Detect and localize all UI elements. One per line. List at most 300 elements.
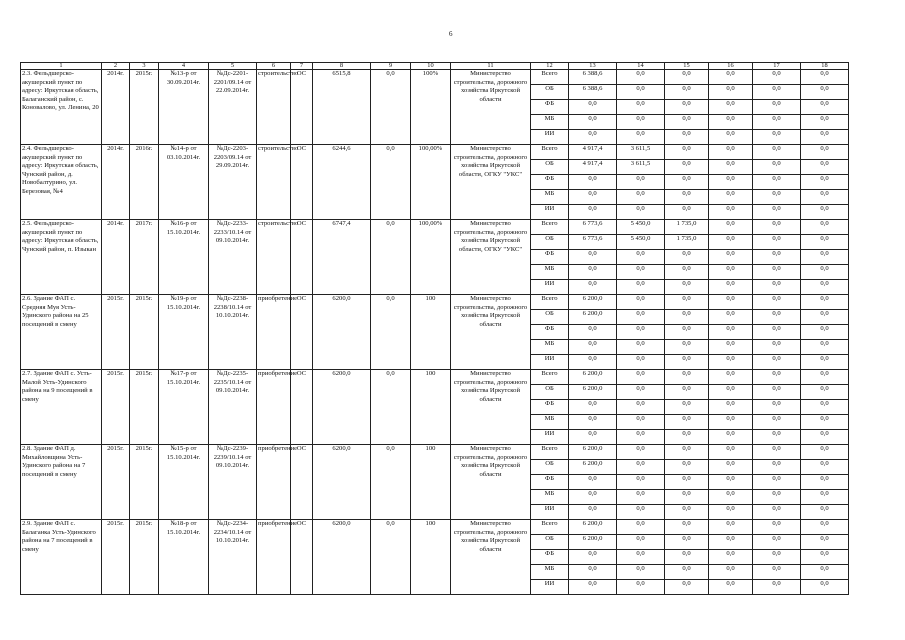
amount-cell: 0,0 xyxy=(801,565,849,580)
amount-cell: 0,0 xyxy=(665,145,709,160)
amount-cell: 0,0 xyxy=(617,430,665,445)
amount-cell: 0,0 xyxy=(665,280,709,295)
amount-cell: 0,0 xyxy=(709,355,753,370)
funding-source-cell: ФБ xyxy=(531,250,569,265)
amount-cell: 0,0 xyxy=(753,415,801,430)
amount-cell: 0,0 xyxy=(753,310,801,325)
amount-cell: 0,0 xyxy=(709,445,753,460)
amount-cell: 0,0 xyxy=(801,445,849,460)
amount-cell: 0,0 xyxy=(665,115,709,130)
agreement-cell: №Дс-2238-2238/10.14 от 10.10.2014г. xyxy=(209,295,257,370)
amount-cell: 0,0 xyxy=(665,310,709,325)
amount-cell: 0,0 xyxy=(709,340,753,355)
amount-cell: 0,0 xyxy=(801,490,849,505)
amount-cell: 0,0 xyxy=(665,175,709,190)
amount-cell: 0,0 xyxy=(617,130,665,145)
end-year-cell: 2017г. xyxy=(130,220,159,295)
end-year-cell: 2015г. xyxy=(130,520,159,595)
amount-cell: 0,0 xyxy=(801,415,849,430)
amount-cell: 6 773,6 xyxy=(569,235,617,250)
amount-cell: 0,0 xyxy=(665,580,709,595)
amount-cell: 6 200,0 xyxy=(569,460,617,475)
amount-cell: 0,0 xyxy=(665,340,709,355)
amount-cell: 0,0 xyxy=(753,355,801,370)
funding-source-cell: ФБ xyxy=(531,475,569,490)
amount-cell: 6 773,6 xyxy=(569,220,617,235)
agreement-cell: №Дс-2235-2235/10.14 от 09.10.2014г. xyxy=(209,370,257,445)
amount-cell: 0,0 xyxy=(569,130,617,145)
amount-cell: 0,0 xyxy=(801,115,849,130)
amount-cell: 0,0 xyxy=(665,250,709,265)
amount-cell: 0,0 xyxy=(753,460,801,475)
value-cell: 0,0 xyxy=(371,145,411,220)
amount-cell: 0,0 xyxy=(617,370,665,385)
amount-cell: 0,0 xyxy=(709,175,753,190)
amount-cell: 0,0 xyxy=(801,505,849,520)
funding-source-cell: МБ xyxy=(531,415,569,430)
column-number: 6 xyxy=(257,63,291,70)
amount-cell: 0,0 xyxy=(617,565,665,580)
readiness-cell: 100,00% xyxy=(411,220,451,295)
funding-source-cell: ОБ xyxy=(531,385,569,400)
amount-cell: 0,0 xyxy=(665,415,709,430)
funding-source-cell: ФБ xyxy=(531,550,569,565)
amount-cell: 0,0 xyxy=(709,265,753,280)
amount-cell: 6 200,0 xyxy=(569,385,617,400)
readiness-cell: 100,00% xyxy=(411,145,451,220)
amount-cell: 0,0 xyxy=(753,400,801,415)
amount-cell: 0,0 xyxy=(569,100,617,115)
amount-cell: 0,0 xyxy=(617,340,665,355)
start-year-cell: 2014г. xyxy=(102,145,130,220)
amount-cell: 0,0 xyxy=(617,265,665,280)
amount-cell: 0,0 xyxy=(665,535,709,550)
amount-cell: 0,0 xyxy=(617,190,665,205)
amount-cell: 0,0 xyxy=(709,370,753,385)
amount-cell: 0,0 xyxy=(709,325,753,340)
amount-cell: 0,0 xyxy=(709,250,753,265)
amount-cell: 6 200,0 xyxy=(569,520,617,535)
amount-cell: 0,0 xyxy=(617,295,665,310)
amount-cell: 6 200,0 xyxy=(569,310,617,325)
work-type-cell: приобретение xyxy=(257,520,291,595)
amount-cell: 6 388,6 xyxy=(569,70,617,85)
amount-cell: 0,0 xyxy=(753,325,801,340)
column-number: 9 xyxy=(371,63,411,70)
end-year-cell: 2015г. xyxy=(130,295,159,370)
amount-cell: 0,0 xyxy=(665,370,709,385)
amount-cell: 0,0 xyxy=(753,85,801,100)
amount-cell: 0,0 xyxy=(617,580,665,595)
responsible-cell: Министерство строительства, дорожного хозяйства Иркутской области xyxy=(451,370,531,445)
amount-cell: 0,0 xyxy=(753,490,801,505)
amount-cell: 0,0 xyxy=(753,475,801,490)
amount-cell: 0,0 xyxy=(665,100,709,115)
type-cell: ОС xyxy=(291,295,313,370)
cost-cell: 6200,0 xyxy=(313,295,371,370)
amount-cell: 0,0 xyxy=(569,400,617,415)
table-row xyxy=(21,70,849,85)
agreement-cell: №Дс-2201-2201/09.14 от 22.09.2014г. xyxy=(209,70,257,145)
amount-cell: 0,0 xyxy=(753,160,801,175)
amount-cell: 0,0 xyxy=(753,535,801,550)
amount-cell: 0,0 xyxy=(801,280,849,295)
table-row xyxy=(21,520,849,535)
column-number-row xyxy=(21,63,849,70)
order-cell: №18-р от 15.10.2014г. xyxy=(159,520,209,595)
amount-cell: 0,0 xyxy=(569,430,617,445)
readiness-cell: 100 xyxy=(411,370,451,445)
amount-cell: 0,0 xyxy=(801,235,849,250)
page-number: 6 xyxy=(449,30,453,38)
amount-cell: 0,0 xyxy=(709,430,753,445)
funding-source-cell: ИИ xyxy=(531,580,569,595)
funding-source-cell: ИИ xyxy=(531,280,569,295)
funding-source-cell: ФБ xyxy=(531,325,569,340)
amount-cell: 0,0 xyxy=(801,340,849,355)
cost-cell: 6200,0 xyxy=(313,520,371,595)
amount-cell: 0,0 xyxy=(617,115,665,130)
order-cell: №14-р от 03.10.2014г. xyxy=(159,145,209,220)
amount-cell: 1 735,0 xyxy=(665,220,709,235)
agreement-cell: №Дс-2203-2203/09.14 от 29.09.2014г. xyxy=(209,145,257,220)
funding-source-cell: ОБ xyxy=(531,310,569,325)
responsible-cell: Министерство строительства, дорожного хозяйства Иркутской области, ОГКУ "УКС" xyxy=(451,220,531,295)
funding-source-cell: Всего xyxy=(531,70,569,85)
funding-source-cell: ОБ xyxy=(531,85,569,100)
type-cell: ОС xyxy=(291,445,313,520)
column-number: 11 xyxy=(451,63,531,70)
amount-cell: 0,0 xyxy=(801,580,849,595)
order-cell: №15-р от 15.10.2014г. xyxy=(159,445,209,520)
table-row xyxy=(21,220,849,235)
work-type-cell: строительство xyxy=(257,220,291,295)
funding-source-cell: Всего xyxy=(531,445,569,460)
funding-source-cell: ОБ xyxy=(531,160,569,175)
amount-cell: 0,0 xyxy=(801,430,849,445)
amount-cell: 0,0 xyxy=(753,580,801,595)
amount-cell: 0,0 xyxy=(665,550,709,565)
type-cell: ОС xyxy=(291,70,313,145)
amount-cell: 0,0 xyxy=(569,205,617,220)
table-row xyxy=(21,370,849,385)
amount-cell: 0,0 xyxy=(569,355,617,370)
amount-cell: 6 200,0 xyxy=(569,370,617,385)
amount-cell: 0,0 xyxy=(753,190,801,205)
amount-cell: 0,0 xyxy=(569,565,617,580)
end-year-cell: 2015г. xyxy=(130,370,159,445)
data-table xyxy=(20,62,849,595)
order-cell: №13-р от 30.09.2014г. xyxy=(159,70,209,145)
amount-cell: 6 200,0 xyxy=(569,445,617,460)
amount-cell: 0,0 xyxy=(801,100,849,115)
amount-cell: 0,0 xyxy=(753,565,801,580)
funding-source-cell: ОБ xyxy=(531,235,569,250)
start-year-cell: 2015г. xyxy=(102,520,130,595)
amount-cell: 0,0 xyxy=(709,130,753,145)
amount-cell: 0,0 xyxy=(617,175,665,190)
value-cell: 0,0 xyxy=(371,295,411,370)
cost-cell: 6200,0 xyxy=(313,445,371,520)
funding-source-cell: ФБ xyxy=(531,175,569,190)
amount-cell: 0,0 xyxy=(569,475,617,490)
amount-cell: 0,0 xyxy=(801,325,849,340)
funding-source-cell: ФБ xyxy=(531,400,569,415)
amount-cell: 0,0 xyxy=(753,505,801,520)
order-cell: №19-р от 15.10.2014г. xyxy=(159,295,209,370)
amount-cell: 0,0 xyxy=(617,280,665,295)
amount-cell: 5 450,0 xyxy=(617,235,665,250)
amount-cell: 5 450,0 xyxy=(617,220,665,235)
amount-cell: 0,0 xyxy=(569,175,617,190)
amount-cell: 0,0 xyxy=(665,85,709,100)
agreement-cell: №Дс-2239-2239/10.14 от 09.10.2014г. xyxy=(209,445,257,520)
funding-source-cell: МБ xyxy=(531,490,569,505)
funding-source-cell: Всего xyxy=(531,145,569,160)
order-cell: №16-р от 15.10.2014г. xyxy=(159,220,209,295)
amount-cell: 0,0 xyxy=(617,85,665,100)
column-number: 17 xyxy=(753,63,801,70)
amount-cell: 0,0 xyxy=(753,205,801,220)
funding-source-cell: ОБ xyxy=(531,460,569,475)
amount-cell: 0,0 xyxy=(709,145,753,160)
cost-cell: 6244,6 xyxy=(313,145,371,220)
amount-cell: 0,0 xyxy=(801,520,849,535)
amount-cell: 0,0 xyxy=(617,325,665,340)
start-year-cell: 2015г. xyxy=(102,445,130,520)
amount-cell: 0,0 xyxy=(665,325,709,340)
amount-cell: 0,0 xyxy=(801,310,849,325)
amount-cell: 0,0 xyxy=(709,100,753,115)
amount-cell: 0,0 xyxy=(753,385,801,400)
value-cell: 0,0 xyxy=(371,70,411,145)
funding-source-cell: ИИ xyxy=(531,505,569,520)
funding-source-cell: ИИ xyxy=(531,430,569,445)
amount-cell: 0,0 xyxy=(665,205,709,220)
amount-cell: 4 917,4 xyxy=(569,145,617,160)
amount-cell: 0,0 xyxy=(569,550,617,565)
amount-cell: 0,0 xyxy=(617,355,665,370)
column-number: 16 xyxy=(709,63,753,70)
type-cell: ОС xyxy=(291,370,313,445)
amount-cell: 0,0 xyxy=(801,475,849,490)
amount-cell: 0,0 xyxy=(709,415,753,430)
amount-cell: 0,0 xyxy=(709,460,753,475)
amount-cell: 0,0 xyxy=(753,70,801,85)
column-number: 5 xyxy=(209,63,257,70)
object-description-cell: 2.6. Здание ФАП с. Средняя Муя Усть-Удинского района на 25 посещений в смену xyxy=(21,295,102,370)
amount-cell: 0,0 xyxy=(569,190,617,205)
amount-cell: 0,0 xyxy=(665,265,709,280)
amount-cell: 0,0 xyxy=(801,220,849,235)
amount-cell: 0,0 xyxy=(569,340,617,355)
readiness-cell: 100% xyxy=(411,70,451,145)
cost-cell: 6747,4 xyxy=(313,220,371,295)
value-cell: 0,0 xyxy=(371,445,411,520)
work-type-cell: приобретение xyxy=(257,445,291,520)
amount-cell: 0,0 xyxy=(709,400,753,415)
value-cell: 0,0 xyxy=(371,370,411,445)
amount-cell: 0,0 xyxy=(569,280,617,295)
amount-cell: 0,0 xyxy=(617,550,665,565)
amount-cell: 0,0 xyxy=(801,355,849,370)
funding-source-cell: Всего xyxy=(531,220,569,235)
funding-source-cell: МБ xyxy=(531,190,569,205)
responsible-cell: Министерство строительства, дорожного хозяйства Иркутской области xyxy=(451,445,531,520)
cost-cell: 6515,8 xyxy=(313,70,371,145)
amount-cell: 0,0 xyxy=(801,250,849,265)
amount-cell: 0,0 xyxy=(709,565,753,580)
amount-cell: 0,0 xyxy=(753,220,801,235)
end-year-cell: 2016г. xyxy=(130,145,159,220)
amount-cell: 0,0 xyxy=(617,70,665,85)
column-number: 10 xyxy=(411,63,451,70)
amount-cell: 0,0 xyxy=(801,190,849,205)
amount-cell: 0,0 xyxy=(801,295,849,310)
amount-cell: 0,0 xyxy=(617,205,665,220)
responsible-cell: Министерство строительства, дорожного хозяйства Иркутской области xyxy=(451,520,531,595)
amount-cell: 6 388,6 xyxy=(569,85,617,100)
amount-cell: 0,0 xyxy=(665,430,709,445)
column-number: 12 xyxy=(531,63,569,70)
amount-cell: 0,0 xyxy=(801,370,849,385)
amount-cell: 0,0 xyxy=(617,490,665,505)
column-number: 2 xyxy=(102,63,130,70)
amount-cell: 0,0 xyxy=(709,475,753,490)
column-number: 3 xyxy=(130,63,159,70)
amount-cell: 0,0 xyxy=(569,325,617,340)
readiness-cell: 100 xyxy=(411,445,451,520)
amount-cell: 0,0 xyxy=(569,415,617,430)
type-cell: ОС xyxy=(291,220,313,295)
amount-cell: 0,0 xyxy=(709,310,753,325)
end-year-cell: 2015г. xyxy=(130,70,159,145)
amount-cell: 0,0 xyxy=(665,385,709,400)
amount-cell: 0,0 xyxy=(617,445,665,460)
funding-source-cell: МБ xyxy=(531,340,569,355)
amount-cell: 0,0 xyxy=(753,235,801,250)
funding-source-cell: ФБ xyxy=(531,100,569,115)
amount-cell: 0,0 xyxy=(709,220,753,235)
responsible-cell: Министерство строительства, дорожного хозяйства Иркутской области xyxy=(451,70,531,145)
amount-cell: 0,0 xyxy=(569,580,617,595)
amount-cell: 0,0 xyxy=(753,175,801,190)
amount-cell: 0,0 xyxy=(801,145,849,160)
funding-source-cell: МБ xyxy=(531,115,569,130)
amount-cell: 0,0 xyxy=(709,115,753,130)
amount-cell: 0,0 xyxy=(753,295,801,310)
amount-cell: 0,0 xyxy=(801,70,849,85)
amount-cell: 0,0 xyxy=(753,115,801,130)
column-number: 14 xyxy=(617,63,665,70)
funding-source-cell: Всего xyxy=(531,295,569,310)
amount-cell: 0,0 xyxy=(617,475,665,490)
amount-cell: 0,0 xyxy=(617,400,665,415)
amount-cell: 0,0 xyxy=(753,100,801,115)
amount-cell: 0,0 xyxy=(709,520,753,535)
amount-cell: 0,0 xyxy=(665,355,709,370)
cost-cell: 6200,0 xyxy=(313,370,371,445)
amount-cell: 0,0 xyxy=(709,160,753,175)
amount-cell: 0,0 xyxy=(753,145,801,160)
value-cell: 0,0 xyxy=(371,220,411,295)
amount-cell: 0,0 xyxy=(801,385,849,400)
amount-cell: 0,0 xyxy=(801,460,849,475)
funding-source-cell: МБ xyxy=(531,565,569,580)
start-year-cell: 2015г. xyxy=(102,370,130,445)
amount-cell: 0,0 xyxy=(709,535,753,550)
amount-cell: 0,0 xyxy=(753,445,801,460)
readiness-cell: 100 xyxy=(411,520,451,595)
order-cell: №17-р от 15.10.2014г. xyxy=(159,370,209,445)
table-row xyxy=(21,145,849,160)
agreement-cell: №Дс-2233-2233/10.14 от 09.10.2014г. xyxy=(209,220,257,295)
funding-source-cell: ИИ xyxy=(531,130,569,145)
amount-cell: 0,0 xyxy=(617,385,665,400)
object-description-cell: 2.4. Фельдшерско-акушерский пункт по адресу: Иркутская область, Чунский район, д. Новобалтурино, ул. Березовая, №4 xyxy=(21,145,102,220)
amount-cell: 0,0 xyxy=(569,505,617,520)
work-type-cell: приобретение xyxy=(257,370,291,445)
amount-cell: 0,0 xyxy=(569,115,617,130)
amount-cell: 0,0 xyxy=(753,280,801,295)
amount-cell: 0,0 xyxy=(753,250,801,265)
amount-cell: 0,0 xyxy=(617,535,665,550)
start-year-cell: 2014г. xyxy=(102,70,130,145)
amount-cell: 0,0 xyxy=(665,505,709,520)
amount-cell: 0,0 xyxy=(665,400,709,415)
amount-cell: 0,0 xyxy=(753,520,801,535)
column-number: 8 xyxy=(313,63,371,70)
amount-cell: 0,0 xyxy=(665,520,709,535)
amount-cell: 0,0 xyxy=(617,520,665,535)
amount-cell: 0,0 xyxy=(709,550,753,565)
amount-cell: 3 611,5 xyxy=(617,145,665,160)
amount-cell: 0,0 xyxy=(801,175,849,190)
amount-cell: 0,0 xyxy=(709,505,753,520)
amount-cell: 0,0 xyxy=(665,190,709,205)
type-cell: ОС xyxy=(291,145,313,220)
column-number: 15 xyxy=(665,63,709,70)
amount-cell: 0,0 xyxy=(753,340,801,355)
object-description-cell: 2.9. Здание ФАП с. Балаганка Усть-Удинского района на 7 посещений в смену xyxy=(21,520,102,595)
funding-source-cell: ОБ xyxy=(531,535,569,550)
amount-cell: 0,0 xyxy=(753,370,801,385)
amount-cell: 0,0 xyxy=(665,160,709,175)
responsible-cell: Министерство строительства, дорожного хозяйства Иркутской области xyxy=(451,295,531,370)
amount-cell: 0,0 xyxy=(753,130,801,145)
end-year-cell: 2015г. xyxy=(130,445,159,520)
work-type-cell: приобретение xyxy=(257,295,291,370)
funding-source-cell: ИИ xyxy=(531,355,569,370)
amount-cell: 0,0 xyxy=(665,460,709,475)
readiness-cell: 100 xyxy=(411,295,451,370)
amount-cell: 3 611,5 xyxy=(617,160,665,175)
column-number: 18 xyxy=(801,63,849,70)
table-row xyxy=(21,445,849,460)
amount-cell: 0,0 xyxy=(665,565,709,580)
funding-source-cell: ИИ xyxy=(531,205,569,220)
amount-cell: 0,0 xyxy=(665,70,709,85)
amount-cell: 0,0 xyxy=(709,190,753,205)
amount-cell: 0,0 xyxy=(801,535,849,550)
amount-cell: 0,0 xyxy=(665,130,709,145)
amount-cell: 0,0 xyxy=(709,490,753,505)
funding-source-cell: МБ xyxy=(531,265,569,280)
amount-cell: 1 735,0 xyxy=(665,235,709,250)
type-cell: ОС xyxy=(291,520,313,595)
amount-cell: 0,0 xyxy=(801,265,849,280)
amount-cell: 0,0 xyxy=(569,490,617,505)
